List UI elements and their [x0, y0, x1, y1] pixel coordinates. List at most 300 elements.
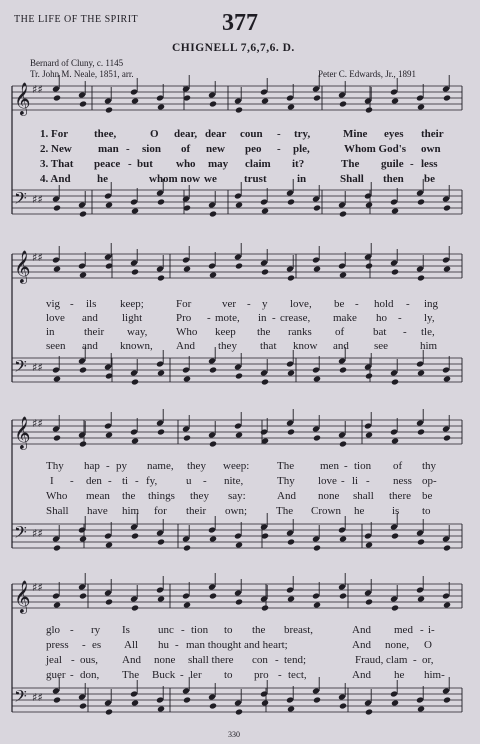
notehead [157, 103, 165, 110]
notehead [79, 100, 87, 107]
syllable: The [277, 460, 295, 472]
notehead [261, 604, 269, 611]
verse-line [0, 326, 480, 340]
syllable: but [137, 158, 153, 170]
syllable: him- [424, 669, 445, 681]
notehead [443, 94, 451, 101]
syllable: - [272, 312, 276, 324]
notehead [209, 440, 217, 447]
syllable: And [176, 340, 195, 352]
syllable: own; [225, 505, 247, 517]
notehead [53, 204, 61, 211]
notehead [235, 598, 243, 605]
syllable: vig [46, 298, 61, 310]
notehead [131, 268, 139, 275]
syllable: make [333, 312, 357, 324]
syllable: name, [147, 460, 174, 472]
hymn-number: 377 [222, 10, 258, 36]
syllable: Mine [343, 128, 368, 140]
syllable: nite, [224, 475, 244, 487]
notehead [183, 375, 191, 382]
bass-clef-icon: 𝄢 [14, 522, 27, 546]
notehead [157, 198, 165, 205]
notehead [209, 271, 217, 278]
notehead [443, 544, 451, 551]
notehead [131, 604, 139, 611]
notehead [105, 106, 113, 113]
syllable: den [86, 475, 102, 487]
notehead [79, 210, 87, 217]
syllable: love [318, 475, 337, 487]
notehead [339, 366, 347, 373]
notehead [417, 274, 425, 281]
syllable: to [422, 505, 431, 517]
syllable: to [224, 669, 233, 681]
syllable: tion [354, 460, 372, 472]
syllable: - [126, 143, 130, 155]
notehead [339, 210, 347, 217]
syllable: guile [381, 158, 404, 170]
key-signature-icon: ♯♯ [32, 361, 43, 374]
syllable: 1. For [40, 128, 69, 140]
syllable: - [355, 298, 359, 310]
syllable: love [46, 312, 65, 324]
notehead [417, 369, 425, 376]
notehead [287, 595, 295, 602]
syllable: and [82, 340, 98, 352]
syllable: see [374, 340, 389, 352]
notehead [131, 699, 139, 706]
syllable: hap [84, 460, 100, 472]
notehead [157, 538, 165, 545]
syllable: - [108, 475, 112, 487]
syllable: try, [294, 128, 311, 140]
syllable: And [277, 490, 296, 502]
notehead [365, 541, 373, 548]
syllable: - [413, 654, 417, 666]
syllable: - [403, 326, 407, 338]
notehead [287, 428, 295, 435]
notehead [287, 103, 295, 110]
notehead [443, 265, 451, 272]
syllable: - [180, 669, 184, 681]
notehead [105, 708, 113, 715]
verse-line [0, 639, 480, 653]
syllable: breast, [284, 624, 314, 636]
syllable: ple, [293, 143, 310, 155]
syllable: Who [176, 326, 198, 338]
notehead [339, 535, 347, 542]
syllable: glo [46, 624, 61, 636]
syllable: man thought and heart; [186, 639, 288, 651]
syllable: shall [353, 490, 374, 502]
syllable: and [82, 312, 98, 324]
syllable: - [135, 475, 139, 487]
syllable: they [190, 490, 209, 502]
syllable: Who [46, 490, 68, 502]
notehead [261, 699, 269, 706]
syllable: of [335, 326, 345, 338]
notehead [79, 535, 87, 542]
notehead [183, 434, 191, 441]
treble-clef-icon: 𝄞 [14, 580, 31, 613]
syllable: none [318, 490, 340, 502]
syllable: - [410, 158, 414, 170]
syllable: - [70, 624, 74, 636]
syllable: ing [424, 298, 439, 310]
syllable: - [70, 298, 74, 310]
notehead [313, 434, 321, 441]
syllable: - [207, 312, 211, 324]
syllable: then [383, 173, 404, 185]
notehead [209, 100, 217, 107]
notehead [131, 532, 139, 539]
syllable: - [203, 475, 207, 487]
syllable: coun [240, 128, 263, 140]
notehead [417, 198, 425, 205]
syllable: that [260, 340, 277, 352]
author-credit: Bernard of Cluny, c. 1145 [30, 58, 124, 68]
syllable: The [122, 669, 140, 681]
syllable: clam [386, 654, 408, 666]
key-signature-icon: ♯♯ [32, 527, 43, 540]
notehead [339, 100, 347, 107]
syllable: es [92, 639, 102, 651]
syllable: All [124, 639, 139, 651]
syllable: Fraud, [355, 654, 384, 666]
syllable: pro [254, 669, 269, 681]
syllable: The [276, 505, 294, 517]
notehead [313, 204, 321, 211]
notehead [313, 696, 321, 703]
syllable: man [98, 143, 119, 155]
notehead [339, 592, 347, 599]
syllable: - [341, 475, 345, 487]
syllable: Thy [277, 475, 295, 487]
notehead [53, 544, 61, 551]
syllable: thee, [94, 128, 117, 140]
notehead [183, 696, 191, 703]
notehead [261, 97, 269, 104]
verse-line [0, 128, 480, 142]
key-signature-icon: ♯♯ [32, 83, 43, 96]
notehead [53, 601, 61, 608]
syllable: for [154, 505, 167, 517]
verse-line [0, 654, 480, 668]
syllable: And [122, 654, 141, 666]
verse-line [0, 312, 480, 326]
notehead [287, 274, 295, 281]
composer-credit: Peter C. Edwards, Jr., 1891 [318, 69, 416, 79]
notehead [313, 601, 321, 608]
syllable: he [394, 669, 405, 681]
verse-line [0, 475, 480, 489]
syllable: ry [91, 624, 101, 636]
syllable: eyes [384, 128, 404, 140]
syllable: have [87, 505, 108, 517]
syllable: their [84, 326, 105, 338]
syllable: way, [127, 326, 148, 338]
key-signature-icon: ♯♯ [32, 417, 43, 430]
syllable: men [320, 460, 339, 472]
syllable: of [181, 143, 191, 155]
syllable: tect, [288, 669, 307, 681]
syllable: ils [86, 298, 97, 310]
syllable: ness [393, 475, 412, 487]
notehead [53, 696, 61, 703]
syllable: whom now [149, 173, 201, 185]
syllable: py [116, 460, 127, 472]
syllable: claim [245, 158, 271, 170]
syllable: ti [122, 475, 129, 487]
notehead [443, 601, 451, 608]
syllable: And [352, 624, 371, 636]
notehead [79, 271, 87, 278]
notehead [79, 366, 87, 373]
notehead [105, 541, 113, 548]
notehead [235, 106, 243, 113]
notehead [209, 702, 217, 709]
syllable: less [421, 158, 438, 170]
syllable: - [106, 460, 110, 472]
notehead [443, 696, 451, 703]
syllable: 2. New [40, 143, 72, 155]
syllable: it? [292, 158, 305, 170]
syllable: peo [245, 143, 262, 155]
treble-clef-icon: 𝄞 [14, 250, 31, 283]
syllable: Whom God's [344, 143, 407, 155]
syllable: - [277, 143, 281, 155]
syllable: fy, [146, 475, 158, 487]
syllable: li [352, 475, 359, 487]
syllable: say: [228, 490, 246, 502]
syllable: own [421, 143, 441, 155]
syllable: in [258, 312, 267, 324]
syllable: - [406, 298, 410, 310]
syllable: light [122, 312, 143, 324]
notehead [261, 207, 269, 214]
key-signature-icon: ♯♯ [32, 193, 43, 206]
syllable: 4. And [40, 173, 71, 185]
notehead [365, 598, 373, 605]
syllable: the [122, 490, 136, 502]
syllable: op- [422, 475, 437, 487]
syllable: trust [244, 173, 267, 185]
notehead [339, 271, 347, 278]
notehead [287, 198, 295, 205]
syllable: we [204, 173, 217, 185]
notehead [235, 708, 243, 715]
notehead [209, 535, 217, 542]
syllable: - [71, 654, 75, 666]
notehead [287, 538, 295, 545]
syllable: press [46, 639, 69, 651]
syllable: keep; [120, 298, 144, 310]
notehead [157, 369, 165, 376]
syllable: things [148, 490, 175, 502]
syllable: crease, [280, 312, 311, 324]
notehead [391, 604, 399, 611]
running-title: THE LIFE OF THE SPIRIT [14, 14, 139, 25]
syllable: tle, [421, 326, 435, 338]
syllable: And [352, 669, 371, 681]
syllable: For [176, 298, 192, 310]
bass-clef-icon: 𝄢 [14, 356, 27, 380]
syllable: ous, [80, 654, 99, 666]
verse-line [0, 340, 480, 354]
notehead [105, 201, 113, 208]
syllable: ly, [424, 312, 435, 324]
notehead [235, 372, 243, 379]
syllable: dear [205, 128, 227, 140]
tune-name: CHIGNELL 7,6,7,6. D. [172, 42, 295, 54]
notehead [391, 207, 399, 214]
syllable: thy [422, 460, 437, 472]
syllable: the [252, 624, 266, 636]
verse-line [0, 298, 480, 312]
syllable: Pro [176, 312, 192, 324]
notehead [235, 262, 243, 269]
syllable: i- [428, 624, 435, 636]
syllable: tend; [284, 654, 306, 666]
notehead [391, 532, 399, 539]
notehead [417, 103, 425, 110]
syllable: peace [94, 158, 121, 170]
notehead [365, 372, 373, 379]
syllable: guer [46, 669, 66, 681]
syllable: seen [46, 340, 66, 352]
notehead [53, 434, 61, 441]
syllable: their [421, 128, 444, 140]
notehead [313, 544, 321, 551]
verse-line [0, 505, 480, 519]
syllable: - [82, 639, 86, 651]
verse-line [0, 669, 480, 683]
notehead [131, 378, 139, 385]
syllable: mote, [215, 312, 240, 324]
notehead [391, 437, 399, 444]
notehead [391, 378, 399, 385]
notehead [183, 265, 191, 272]
notehead [443, 375, 451, 382]
syllable: is [392, 505, 400, 517]
syllable: bat [373, 326, 387, 338]
syllable: - [247, 298, 251, 310]
notehead [365, 262, 373, 269]
notehead [417, 538, 425, 545]
syllable: ho [376, 312, 387, 324]
syllable: And [352, 639, 371, 651]
notehead [235, 431, 243, 438]
notehead [261, 378, 269, 385]
syllable: of [393, 460, 403, 472]
notehead [443, 204, 451, 211]
notehead [235, 201, 243, 208]
syllable: may [208, 158, 229, 170]
verse-line [0, 158, 480, 172]
key-signature-icon: ♯♯ [32, 581, 43, 594]
notehead [157, 274, 165, 281]
syllable: Crown [311, 505, 341, 517]
syllable: they [187, 460, 206, 472]
notehead [209, 210, 217, 217]
syllable: unc [158, 624, 174, 636]
verse-line [0, 460, 480, 474]
syllable: or, [422, 654, 434, 666]
notehead [287, 369, 295, 376]
syllable: sion [142, 143, 161, 155]
syllable: he [97, 173, 108, 185]
syllable: and [333, 340, 349, 352]
notehead [417, 595, 425, 602]
syllable: mean [86, 490, 110, 502]
notehead [157, 595, 165, 602]
notehead [53, 265, 61, 272]
notehead [131, 207, 139, 214]
syllable: con [252, 654, 268, 666]
notehead [131, 437, 139, 444]
treble-clef-icon: 𝄞 [14, 82, 31, 115]
syllable: know [293, 340, 318, 352]
verse-line [0, 624, 480, 638]
notehead [209, 592, 217, 599]
syllable: med [394, 624, 413, 636]
syllable: - [366, 475, 370, 487]
syllable: in [297, 173, 307, 185]
syllable: love, [290, 298, 312, 310]
syllable: none [154, 654, 176, 666]
syllable: be [424, 173, 435, 185]
notehead [53, 94, 61, 101]
syllable: shall there [188, 654, 234, 666]
syllable: they [218, 340, 237, 352]
verse-line [0, 490, 480, 504]
notehead [365, 708, 373, 715]
notehead [183, 544, 191, 551]
notehead [365, 431, 373, 438]
notehead [339, 440, 347, 447]
notehead [183, 601, 191, 608]
syllable: weep: [223, 460, 250, 472]
syllable: ver [222, 298, 237, 310]
syllable: to [224, 624, 233, 636]
syllable: Shall [340, 173, 364, 185]
syllable: - [278, 669, 282, 681]
syllable: known, [120, 340, 153, 352]
notehead [365, 201, 373, 208]
bass-clef-icon: 𝄢 [14, 188, 27, 212]
notehead [209, 366, 217, 373]
notehead [79, 702, 87, 709]
syllable: - [398, 312, 402, 324]
syllable: Buck [152, 669, 176, 681]
notehead [391, 97, 399, 104]
notehead [287, 705, 295, 712]
key-signature-icon: ♯♯ [32, 251, 43, 264]
notehead [365, 106, 373, 113]
syllable: O [150, 128, 159, 140]
syllable: the [257, 326, 271, 338]
syllable: - [70, 669, 74, 681]
notehead [157, 705, 165, 712]
syllable: don, [80, 669, 100, 681]
notehead [131, 97, 139, 104]
syllable: u [186, 475, 192, 487]
notehead [313, 265, 321, 272]
syllable: him [420, 340, 438, 352]
syllable: keep [215, 326, 236, 338]
syllable: ler [190, 669, 202, 681]
